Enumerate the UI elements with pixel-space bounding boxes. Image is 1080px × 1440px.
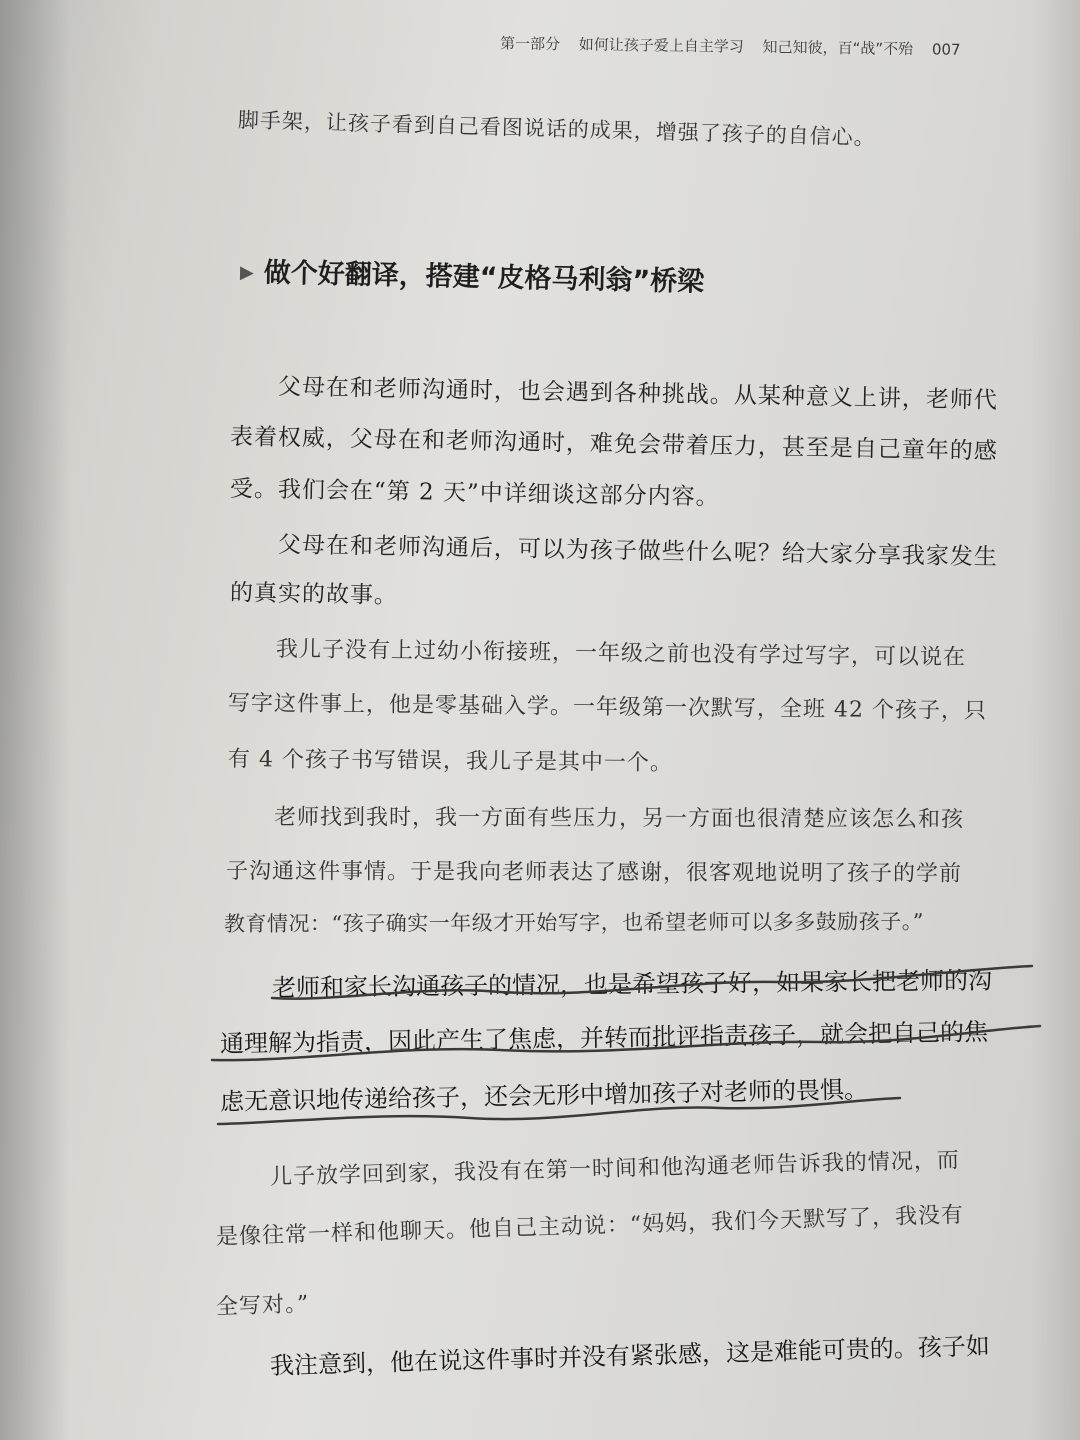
highlighted-line: 老师和家长沟通孩子的情况，也是希望孩子好，如果家长把老师的沟 [271, 966, 993, 1002]
heading-arrow-icon: ▶ [239, 262, 254, 284]
body-line: 表着权威，父母在和老师沟通时，难免会带着压力，甚至是自己童年的感 [229, 424, 999, 465]
body-line: 子沟通这件事情。于是我向老师表达了感谢，很客观地说明了孩子的学前 [225, 859, 963, 887]
body-line: 全写对。” [215, 1291, 310, 1320]
body-line: 老师找到我时，我一方面有些压力，另一方面也很清楚应该怎么和孩 [273, 805, 965, 833]
pencil-underline [212, 1026, 1040, 1060]
pencil-underline [272, 966, 1032, 999]
body-line: 我注意到，他在说这件事时并没有紧张感，这是难能可贵的。孩子如 [269, 1331, 991, 1380]
body-line: 的真实的故事。 [229, 580, 399, 609]
section-heading-text: 做个好翻译，搭建“皮格马利翁”桥梁 [263, 257, 705, 298]
body-line-top: 脚手架，让孩子看到自己看图说话的成果，增强了孩子的自信心。 [237, 108, 877, 150]
header-chapter: 知己知彼，百“战”不殆 [762, 38, 914, 59]
highlighted-line: 通理解为指责，因此产生了焦虑，并转而批评指责孩子，就会把自己的焦 [219, 1017, 989, 1058]
body-line: 我儿子没有上过幼小衔接班，一年级之前也没有学过写字，可以说在 [275, 637, 967, 671]
body-line: 教育情况：“孩子确实一年级才开始写字，也希望老师可以多多鼓励孩子。” [223, 909, 925, 936]
body-line: 父母在和老师沟通时，也会遇到各种挑战。从某种意义上讲，老师代 [277, 374, 999, 414]
body-line: 受。我们会在“第 2 天”中详细谈这部分内容。 [229, 476, 720, 511]
body-line: 父母在和老师沟通后，可以为孩子做些什么呢？给大家分享我家发生 [277, 532, 999, 571]
body-line: 写字这件事上，他是零基础入学。一年级第一次默写，全班 42 个孩子，只 [227, 691, 988, 724]
body-line: 是像往常一样和他聊天。他自己主动说：“妈妈，我们今天默写了，我没有 [215, 1202, 965, 1250]
header-book-title: 如何让孩子爱上自主学习 [578, 35, 744, 56]
page-number: 007 [931, 40, 961, 59]
body-line: 有 4 个孩子书写错误，我儿子是其中一个。 [227, 747, 674, 776]
header-part: 第一部分 [499, 34, 561, 54]
pencil-underline [218, 1098, 900, 1124]
highlighted-line: 虑无意识地传递给孩子，还会无形中增加孩子对老师的畏惧。 [219, 1075, 869, 1116]
body-line: 儿子放学回到家，我没有在第一时间和他沟通老师告诉我的情况，而 [269, 1148, 961, 1190]
